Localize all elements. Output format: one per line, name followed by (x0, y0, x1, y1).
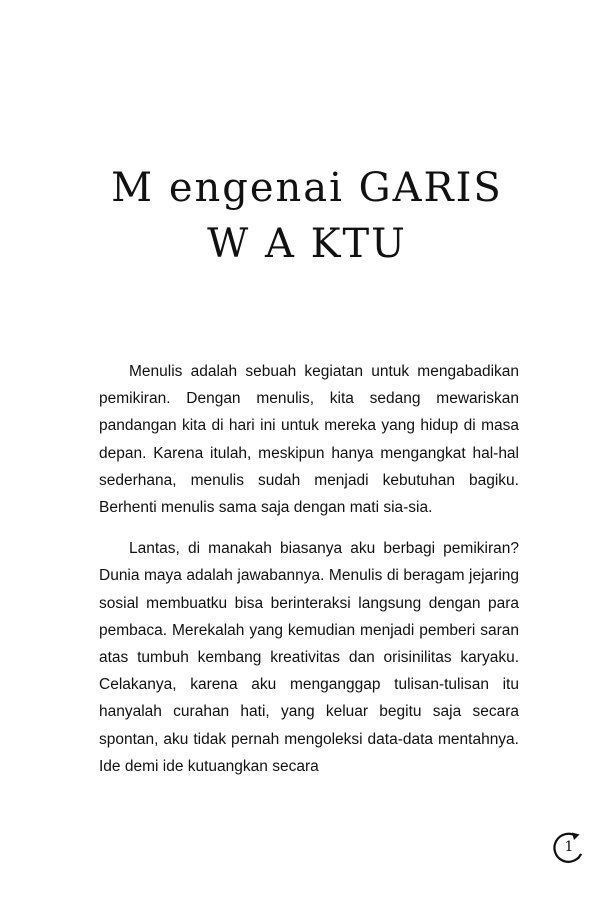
paragraph-1: Menulis adalah sebuah kegiatan untuk mengabadikan pemikiran. Dengan menulis, kita sedang mewariskan pandangan kita di hari ini untuk mereka yang hidup di masa depan. Karena itulah, meskipun hanya mengangkat hal-hal sederhana, menulis sudah menjadi kebutuhan bagiku. Berhenti menulis sama saja dengan mati sia-sia. (99, 363, 519, 517)
chapter-title-line-1: M engenai GARIS (111, 165, 503, 211)
page-number: 1 (564, 839, 574, 855)
chapter-title (60, 160, 554, 272)
paragraph-2: Lantas, di manakah biasanya aku berbagi pemikiran? Dunia maya adalah jawabannya. Menulis di beragam jejaring sosial membuatku bisa berinteraksi langsung dengan para pembaca. Merekalah yang kemudian menjadi pemberi saran atas tumbuh kembang kreativitas dan orisinilitas karyaku. Celakanya, karena aku menganggap tulisan-tulisan itu hanyalah curahan hati, yang keluar begitu saja secara spontan, aku tidak pernah mengoleksi data-data mentahnya. Ide demi ide kutuangkan secara (99, 540, 519, 775)
page-number-badge (551, 830, 587, 866)
chapter-title-line-2: W A KTU (207, 221, 407, 267)
chapter-body (99, 358, 519, 794)
